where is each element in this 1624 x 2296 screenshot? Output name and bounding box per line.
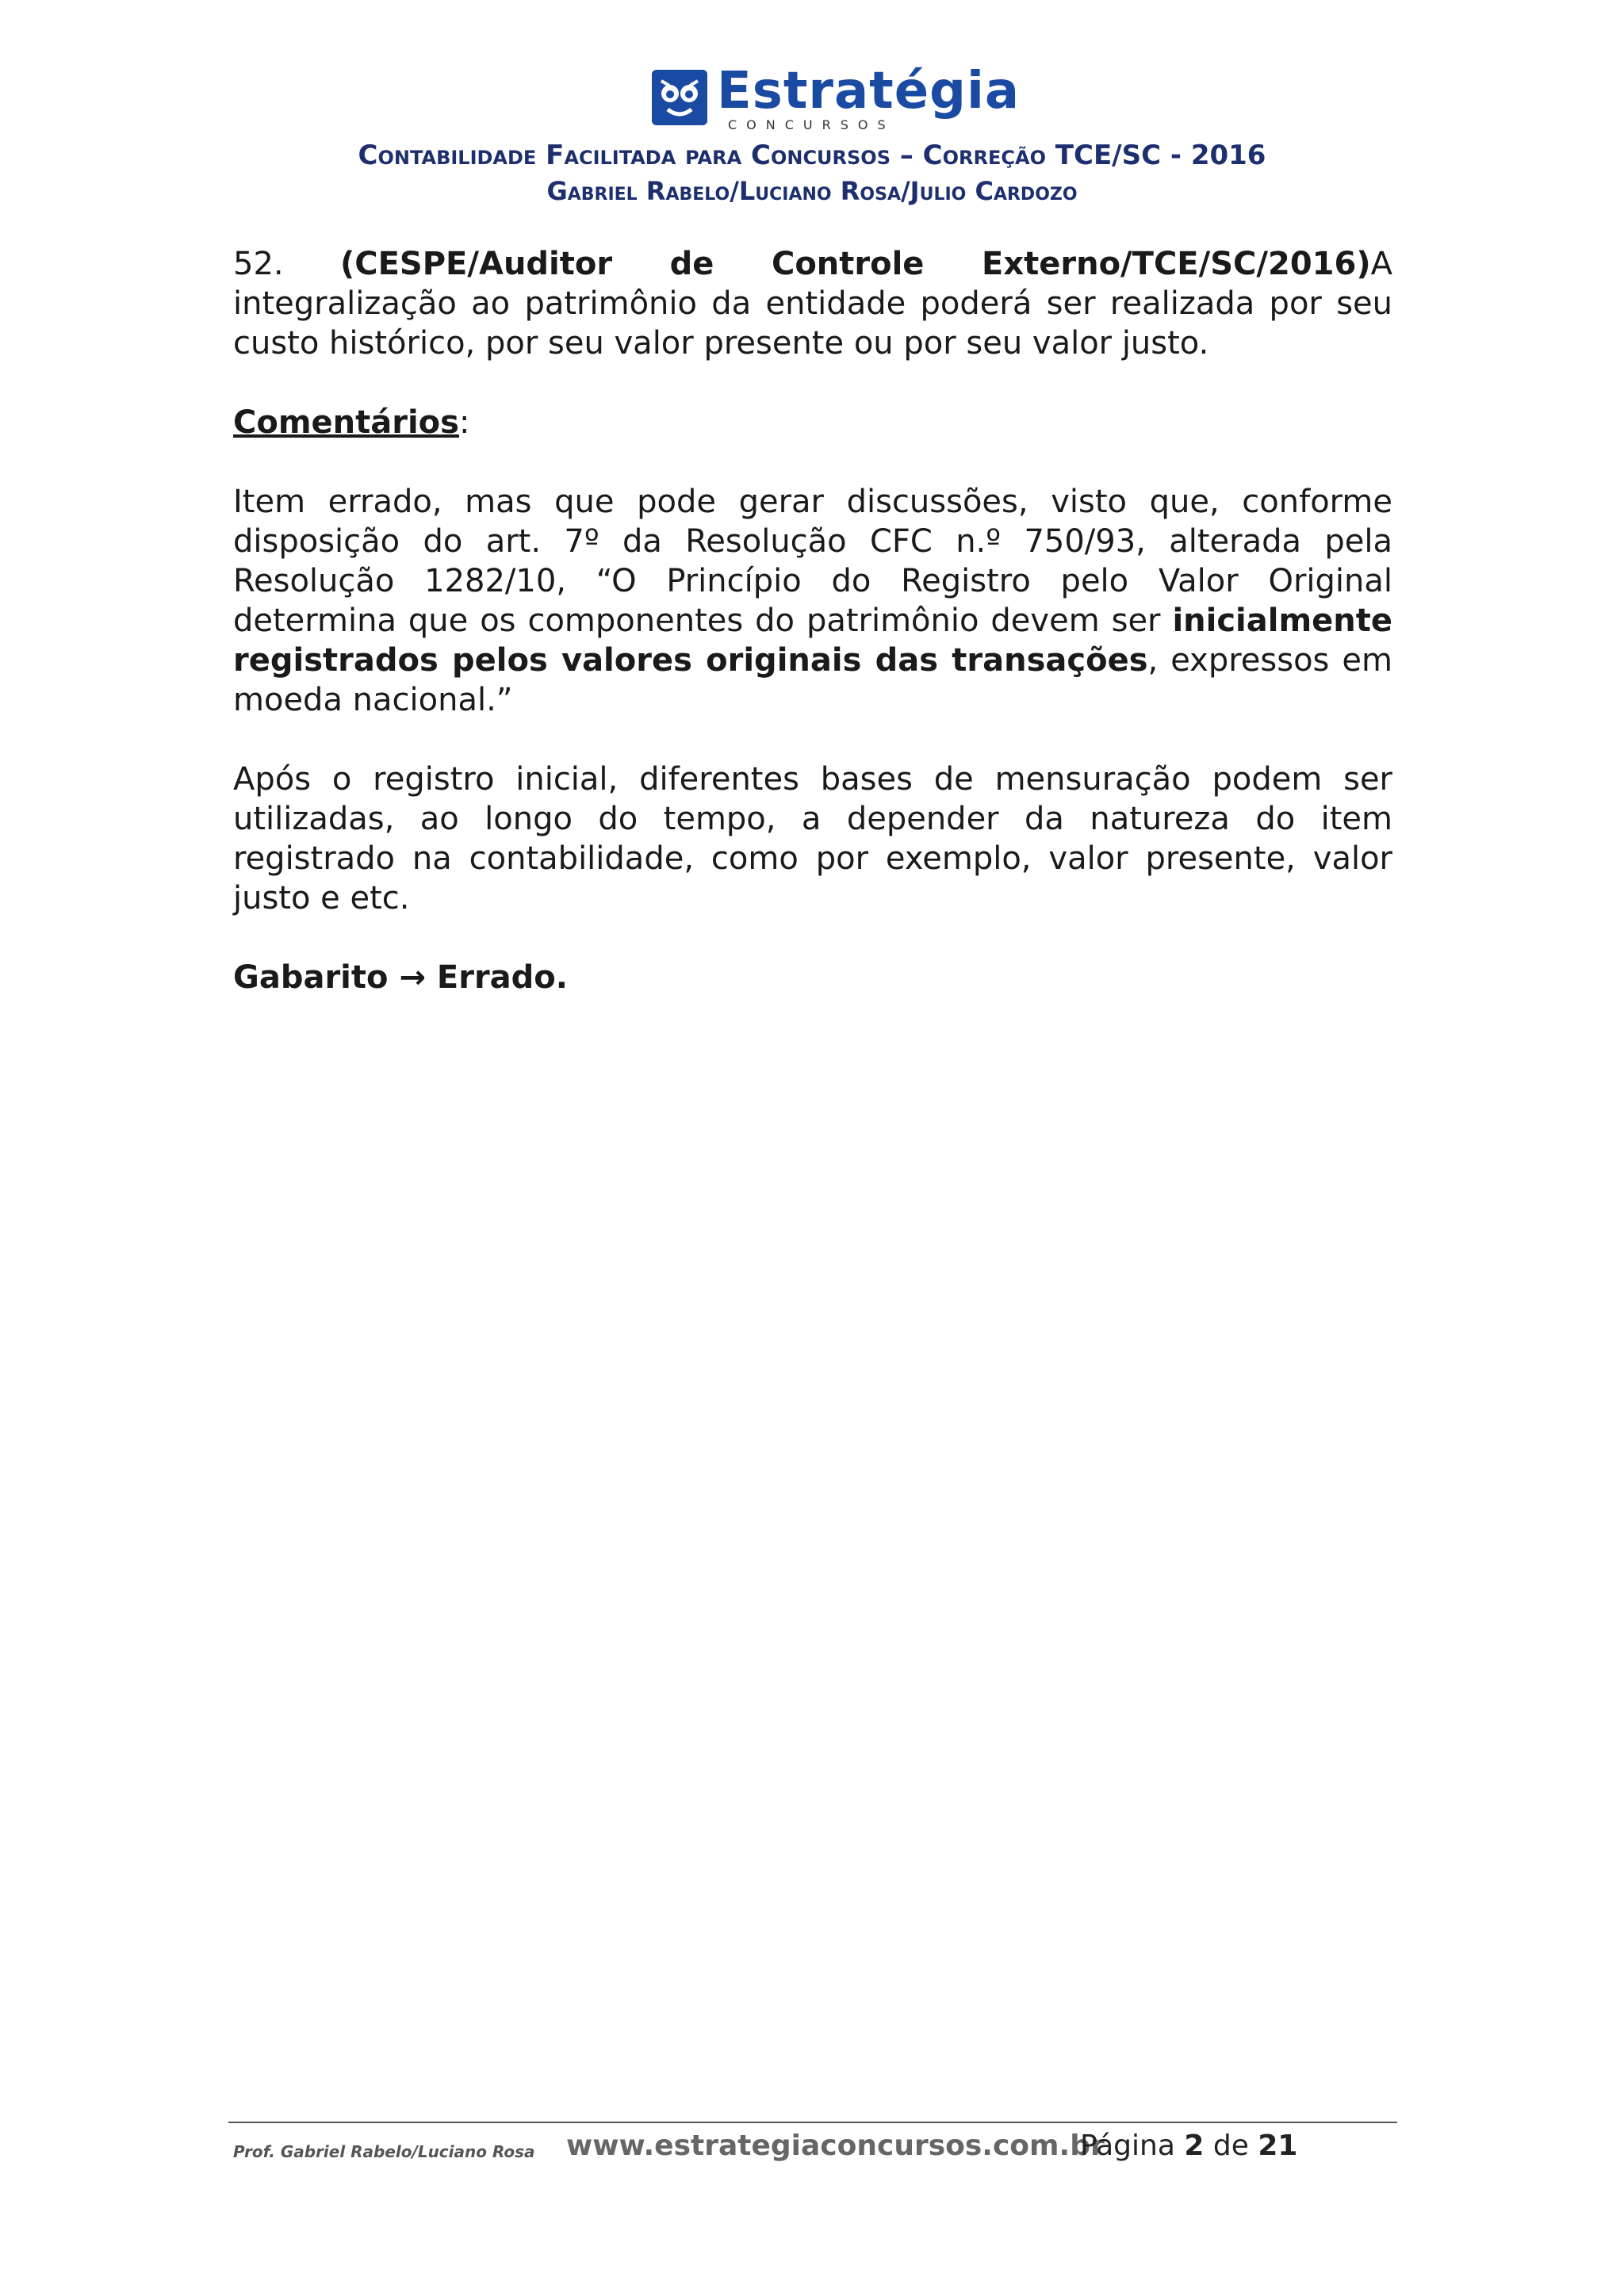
footer-professors: Prof. Gabriel Rabelo/Luciano Rosa (233, 2142, 535, 2161)
answer-value: Errado. (436, 959, 568, 996)
question-paragraph (233, 244, 1392, 363)
answer-label: Gabarito (233, 959, 389, 996)
comment-paragraph-1 (233, 482, 1392, 720)
document-body (233, 244, 1392, 1037)
comments-heading-colon: : (458, 404, 470, 441)
footer-divider (228, 2122, 1397, 2123)
question-number: 52. (233, 246, 284, 282)
comment-text-bold: inicialmente registrados pelos valores originais das transações (233, 603, 1392, 679)
page-current: 2 (1184, 2130, 1205, 2162)
page-number (1080, 2130, 1297, 2162)
comments-heading-paragraph (233, 403, 1392, 442)
page-footer (233, 2130, 1399, 2169)
question-source: (CESPE/Auditor de Controle Externo/TCE/SC/2016) (339, 246, 1371, 282)
arrow-right-icon: → (399, 959, 426, 996)
comment-text-part-2: , expressos em moeda nacional.” (233, 642, 1392, 718)
logo-wordmark: Estratégia (717, 62, 1021, 121)
comments-heading: Comentários (233, 404, 459, 441)
logo-subtitle: CONCURSOS (728, 117, 895, 132)
owl-logo-icon (652, 70, 707, 125)
page-of: de (1212, 2130, 1249, 2162)
question-text: A integralização ao patrimônio da entidade poderá ser realizada por seu custo histórico, por seu valor presente ou por seu valor justo. (233, 246, 1392, 362)
page-total: 21 (1258, 2130, 1298, 2162)
estrategia-logo (652, 62, 1021, 136)
document-authors: Gabriel Rabelo/Luciano Rosa/Julio Cardozo (546, 176, 1078, 206)
comment-paragraph-2: Após o registro inicial, diferentes bases de mensuração podem ser utilizadas, ao longo do tempo, a depender da natureza do item registrado na contabilidade, como por exemplo, valor presente, valor justo e etc. (233, 761, 1392, 916)
comment-text-part-1: Item errado, mas que pode gerar discussões, visto que, conforme disposição do art. 7º da Resolução CFC n.º 750/93, alterada pela Resolução 1282/10, “O Princípio do Registro pelo Valor Original determina que os componentes do patrimônio devem ser (233, 484, 1392, 639)
page-label: Página (1080, 2130, 1175, 2162)
answer-line (233, 958, 1392, 997)
footer-website-link[interactable]: www.estrategiaconcursos.com.br (566, 2130, 1105, 2162)
document-title: Contabilidade Facilitada para Concursos – Correção TCE/SC - 2016 (358, 140, 1266, 171)
